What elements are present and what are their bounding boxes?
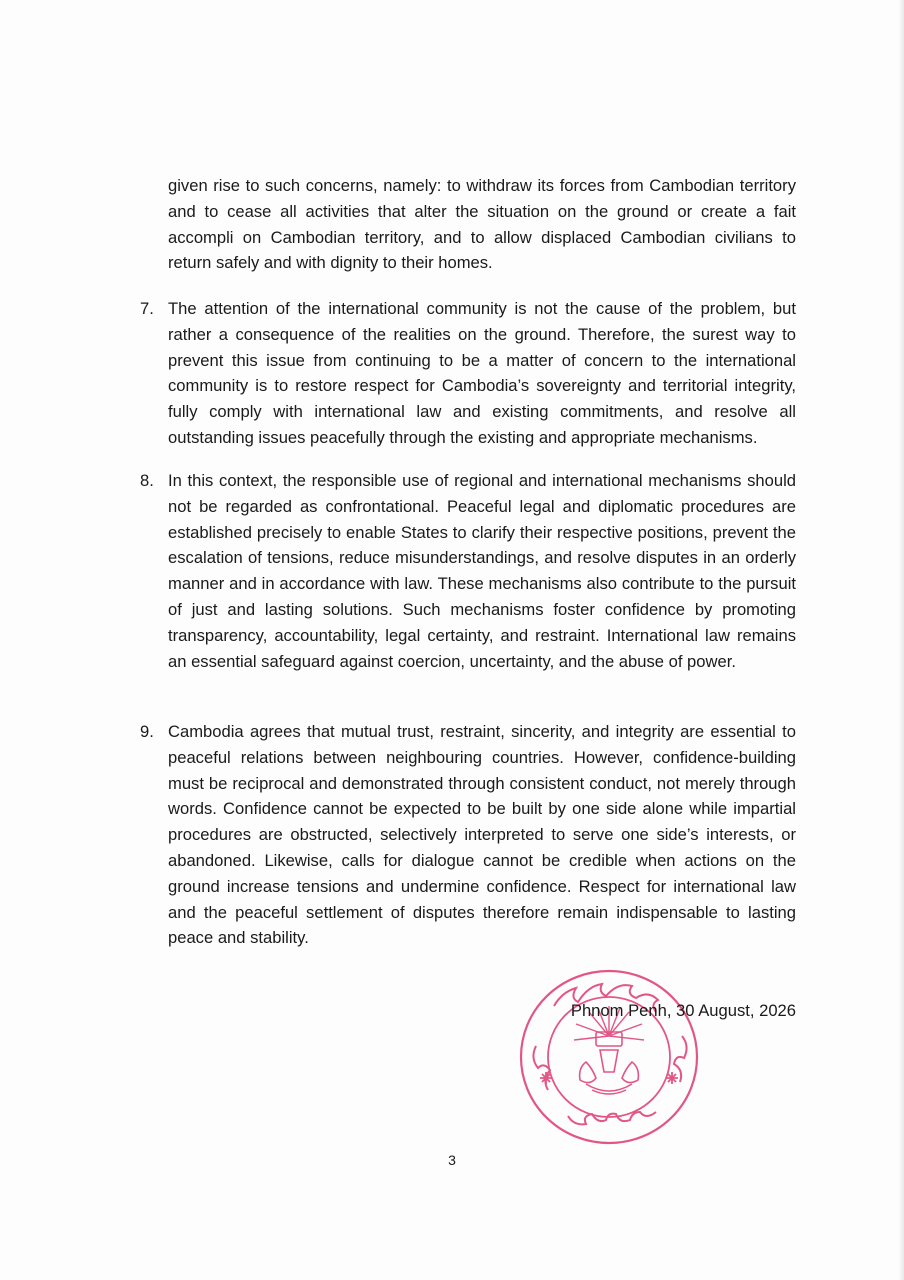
- item-number-7: 7.: [140, 299, 154, 318]
- page-number: 3: [448, 1152, 456, 1168]
- continuation-paragraph: given rise to such concerns, namely: to withdraw its forces from Cambodian territory and to cease all activities that alter the situation on the ground or create a fait accompli on Cambodian territory, and to allow displaced Cambodian civilians to return safely and with dignity to their homes.: [168, 176, 796, 273]
- item-number-8: 8.: [140, 471, 154, 490]
- item-number-9: 9.: [140, 722, 154, 741]
- official-seal-icon: [516, 966, 702, 1148]
- item-text-9: Cambodia agrees that mutual trust, restraint, sincerity, and integrity are essential to peaceful relations between neighbouring countries. However, confidence-building must be reciprocal and demonstrated through consistent conduct, not merely through words. Confidence cannot be expected to be built by one side alone while impartial procedures are obstructed, selectively interpreted to serve one side’s interests, or abandoned. Likewise, calls for dialogue cannot be credible when actions on the ground increase tensions and undermine confidence. Respect for international law and the peaceful settlement of disputes therefore remain indispensable to lasting peace and stability.: [168, 722, 796, 948]
- place-date: Phnom Penh, 30 August, 2026: [570, 1001, 796, 1020]
- item-text-7: The attention of the international community is not the cause of the problem, but rather a consequence of the realities on the ground. Therefore, the surest way to prevent this issue from continuing to be a matter of concern to the international community is to restore respect for Cambodia’s sovereignty and territorial integrity, fully comply with international law and existing commitments, and resolve all outstanding issues peacefully through the existing and appropriate mechanisms.: [168, 299, 796, 447]
- item-text-8: In this context, the responsible use of regional and international mechanisms should not be regarded as confrontational. Peaceful legal and diplomatic procedures are established precisely to enable States to clarify their respective positions, prevent the escalation of tensions, reduce misunderstandings, and resolve disputes in an orderly manner and in accordance with law. These mechanisms also contribute to the pursuit of just and lasting solutions. Such mechanisms foster confidence by promoting transparency, accountability, legal certainty, and restraint. International law remains an essential safeguard against coercion, uncertainty, and the abuse of power.: [168, 471, 796, 671]
- page-edge-shadow: [898, 0, 904, 1280]
